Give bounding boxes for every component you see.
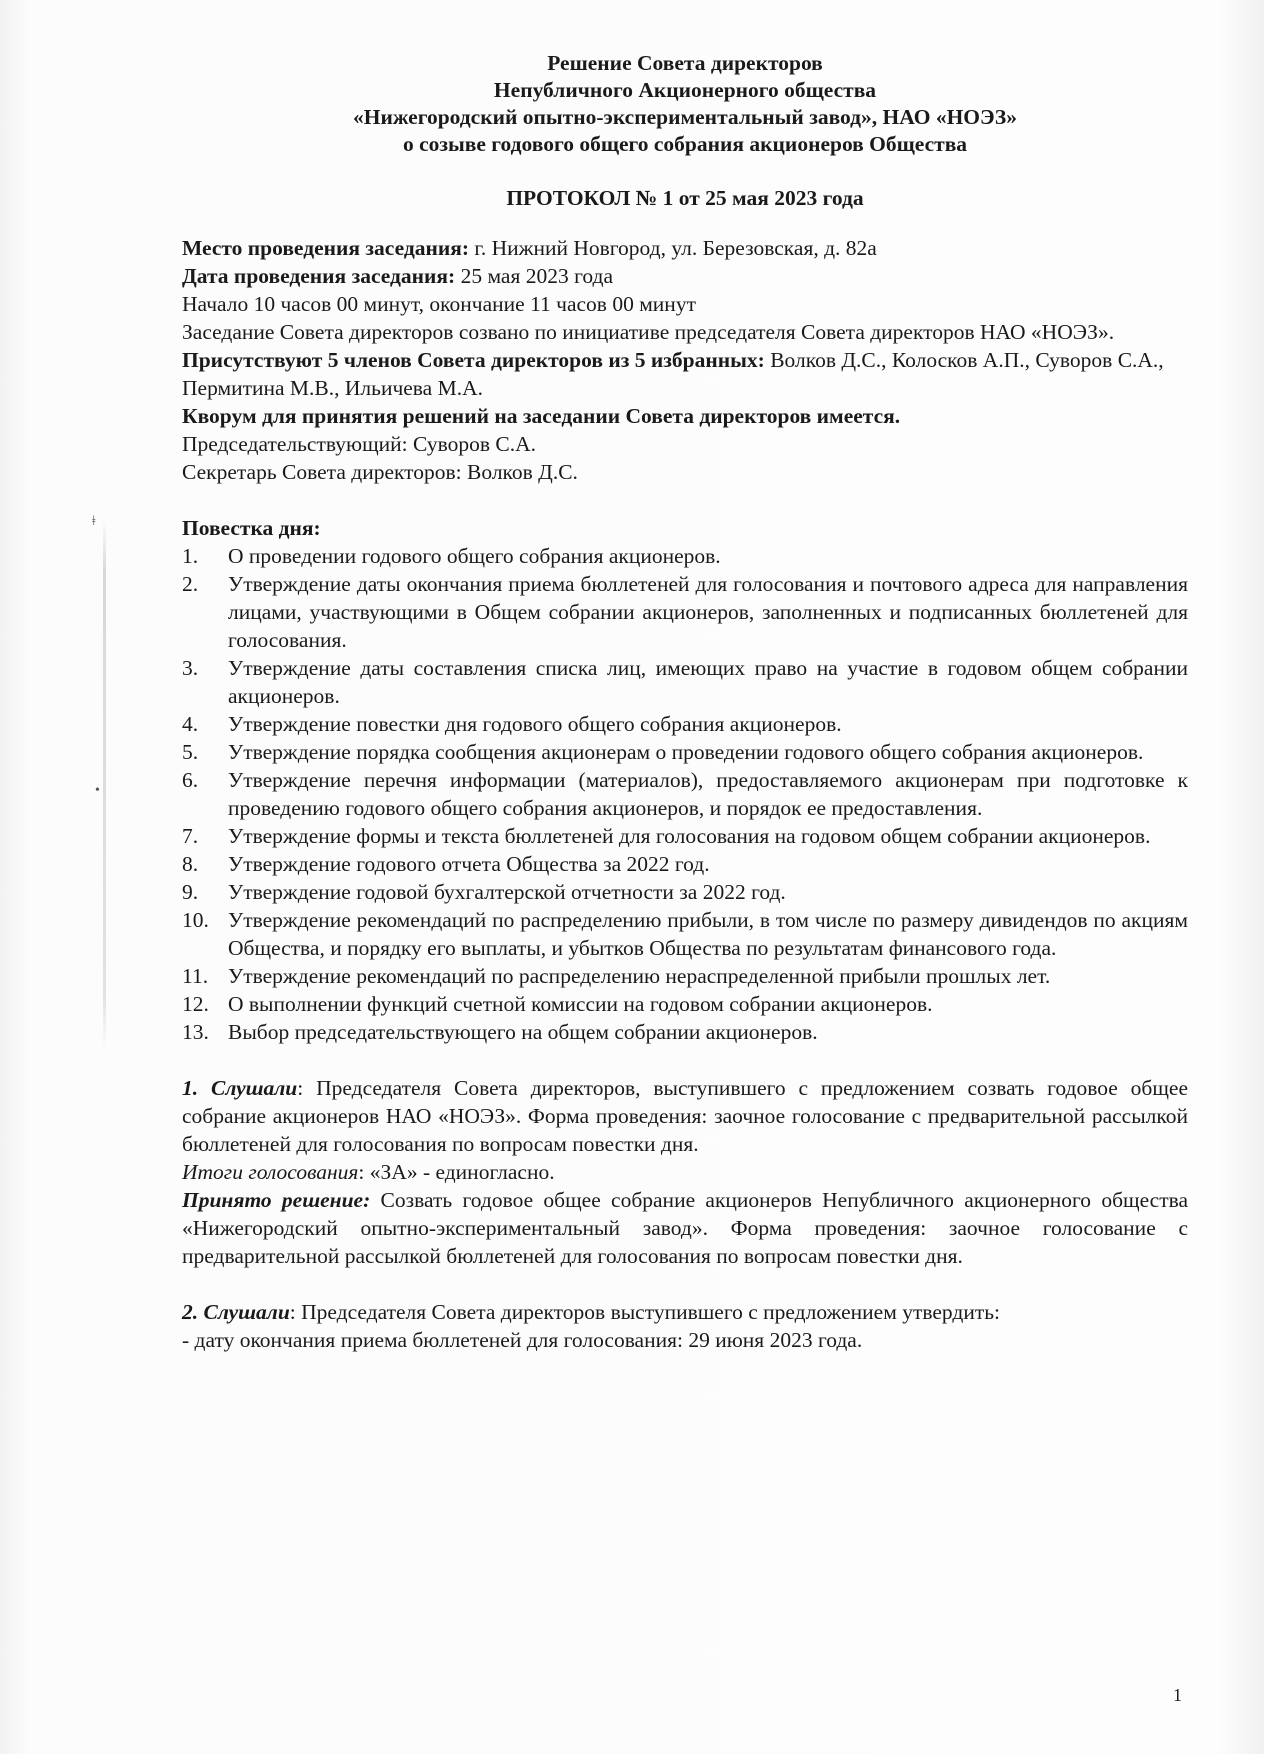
section-1-vote-text: : «ЗА» - единогласно. <box>358 1160 555 1184</box>
meeting-time: Начало 10 часов 00 минут, окончание 11 часов 00 минут <box>182 292 696 316</box>
document-header <box>182 50 1188 158</box>
binding-thread <box>103 520 106 1050</box>
agenda-item <box>182 766 1188 822</box>
agenda-item-number: 8. <box>182 852 199 876</box>
agenda-item-text: Утверждение повестки дня годового общего собрания акционеров. <box>228 712 842 736</box>
section-1-decision-text: Созвать годовое общее собрание акционеров Непубличного акционерного общества «Нижегородский опытно-экспериментальный завод». Форма проведения: заочное голосование с предварительной рассылкой бюллетеней для голосования по вопросам повестки дня. <box>182 1188 1188 1268</box>
section-2-heard <box>182 1298 1188 1326</box>
section-2-heard-text: : Председателя Совета директоров выступившего с предложением утвердить: <box>289 1300 1001 1324</box>
agenda-item <box>182 878 1188 906</box>
section-1-heard-label: 1. Слушали <box>182 1076 298 1100</box>
agenda <box>182 514 1188 1046</box>
agenda-item <box>182 990 1188 1018</box>
meeting-place-label: Место проведения заседания: <box>182 236 470 260</box>
agenda-item-text: Утверждение годовой бухгалтерской отчетности за 2022 год. <box>228 880 786 904</box>
agenda-item <box>182 906 1188 962</box>
meeting-date-value: 25 мая 2023 года <box>455 264 614 288</box>
meeting-present-value: Волков Д.С., Колосков А.П., Суворов С.А., Пермитина М.В., Ильичева М.А. <box>182 348 1164 400</box>
agenda-item-number: 6. <box>182 768 199 792</box>
page-number: 1 <box>1173 1685 1182 1705</box>
meeting-quorum: Кворум для принятия решений на заседании Совета директоров имеется. <box>182 404 901 428</box>
agenda-item-text: Выбор председательствующего на общем собрании акционеров. <box>228 1020 818 1044</box>
agenda-item <box>182 542 1188 570</box>
binding-hole-middle-icon: • <box>95 783 100 798</box>
section-2-line-1: - дату окончания приема бюллетеней для голосования: 29 июня 2023 года. <box>182 1328 863 1352</box>
section-2 <box>182 1298 1188 1354</box>
meeting-info <box>182 234 1188 486</box>
header-line-1: Решение Совета директоров <box>547 51 823 75</box>
header-line-4: о созыве годового общего собрания акционеров Общества <box>402 132 968 156</box>
meeting-date-label: Дата проведения заседания: <box>182 264 456 288</box>
agenda-heading: Повестка дня: <box>182 516 321 540</box>
agenda-item-number: 1. <box>182 544 199 568</box>
section-1-vote <box>182 1158 1188 1186</box>
section-1-decision <box>182 1186 1188 1270</box>
section-1-vote-label: Итоги голосования <box>182 1160 359 1184</box>
agenda-item <box>182 850 1188 878</box>
agenda-item <box>182 710 1188 738</box>
meeting-date <box>182 262 1188 290</box>
agenda-item-text: О проведении годового общего собрания акционеров. <box>228 544 721 568</box>
agenda-item <box>182 738 1188 766</box>
protocol-title: ПРОТОКОЛ № 1 от 25 мая 2023 года <box>506 186 864 210</box>
agenda-item-text: Утверждение рекомендаций по распределению нераспределенной прибыли прошлых лет. <box>228 964 1051 988</box>
agenda-item-text: Утверждение даты составления списка лиц, имеющих право на участие в годовом общем собрании акционеров. <box>228 656 1188 708</box>
agenda-item-number: 9. <box>182 880 199 904</box>
agenda-item-text: Утверждение перечня информации (материалов), предоставляемого акционерам при подготовке к проведению годового общего собрания акционеров, и порядок ее предоставления. <box>228 768 1188 820</box>
meeting-initiative: Заседание Совета директоров созвано по инициативе председателя Совета директоров НАО «НОЭЗ». <box>182 320 1115 344</box>
meeting-place-value: г. Нижний Новгород, ул. Березовская, д. 82а <box>469 236 877 260</box>
document-content <box>182 50 1188 1354</box>
meeting-secretary: Секретарь Совета директоров: Волков Д.С. <box>182 460 578 484</box>
agenda-item <box>182 962 1188 990</box>
agenda-item-number: 10. <box>182 908 209 932</box>
agenda-item-number: 4. <box>182 712 199 736</box>
agenda-item-text: О выполнении функций счетной комиссии на годовом собрании акционеров. <box>228 992 933 1016</box>
binding-hole-top-icon: ǂ <box>92 514 96 529</box>
agenda-item-number: 13. <box>182 1020 209 1044</box>
meeting-present-label: Присутствуют 5 членов Совета директоров из 5 избранных: <box>182 348 765 372</box>
agenda-item <box>182 654 1188 710</box>
agenda-item-number: 7. <box>182 824 199 848</box>
agenda-item <box>182 570 1188 654</box>
agenda-list <box>182 542 1188 1046</box>
section-1-heard <box>182 1074 1188 1158</box>
agenda-item-text: Утверждение годового отчета Общества за 2022 год. <box>228 852 710 876</box>
agenda-item-text: Утверждение порядка сообщения акционерам о проведении годового общего собрания акционеров. <box>228 740 1144 764</box>
agenda-item-number: 2. <box>182 572 199 596</box>
agenda-item-number: 11. <box>182 964 209 988</box>
agenda-item-text: Утверждение рекомендаций по распределению прибыли, в том числе по размеру дивидендов по акциям Общества, и порядку его выплаты, и убытков Общества по результатам финансового года. <box>228 908 1188 960</box>
section-2-heard-label: 2. Слушали <box>182 1300 290 1324</box>
agenda-item <box>182 822 1188 850</box>
header-line-2: Непубличного Акционерного общества <box>493 78 877 102</box>
agenda-item-text: Утверждение даты окончания приема бюллетеней для голосования и почтового адреса для направления лицами, участвующими в Общем собрании акционеров, заполненных и подписанных бюллетеней для голосования. <box>228 572 1188 652</box>
meeting-present <box>182 346 1188 402</box>
meeting-place <box>182 234 1188 262</box>
header-line-3: «Нижегородский опытно-экспериментальный завод», НАО «НОЭЗ» <box>353 105 1017 129</box>
section-1-decision-label: Принято решение: <box>182 1188 371 1212</box>
agenda-item <box>182 1018 1188 1046</box>
section-1 <box>182 1074 1188 1270</box>
agenda-item-text: Утверждение формы и текста бюллетеней для голосования на годовом общем собрании акционеров. <box>228 824 1151 848</box>
section-1-heard-text: : Председателя Совета директоров, выступившего с предложением созвать годовое общее собрание акционеров НАО «НОЭЗ». Форма проведения: заочное голосование с предварительной рассылкой бюллетеней для голосования по вопросам повестки дня. <box>182 1076 1188 1156</box>
agenda-item-number: 5. <box>182 740 199 764</box>
meeting-chair: Председательствующий: Суворов С.А. <box>182 432 536 456</box>
agenda-item-number: 12. <box>182 992 209 1016</box>
agenda-item-number: 3. <box>182 656 199 680</box>
